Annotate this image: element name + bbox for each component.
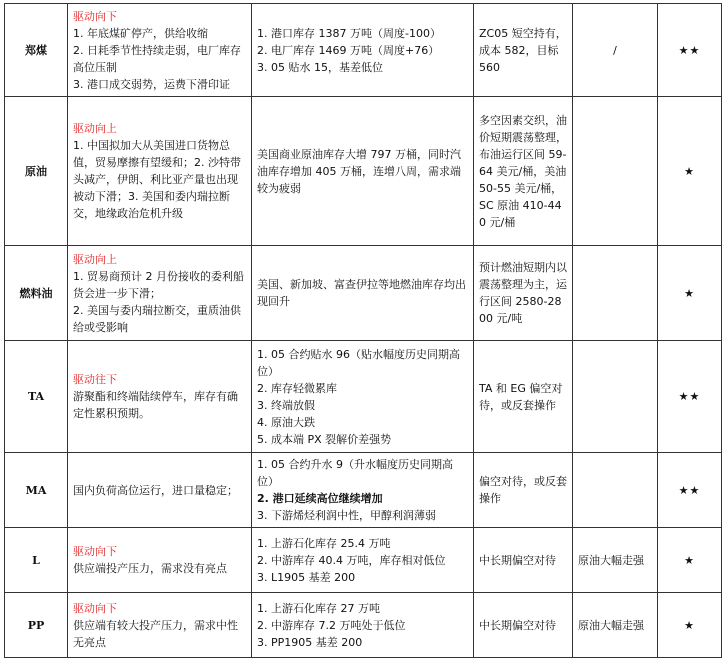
inventory-cell — [252, 97, 474, 246]
commodity-name: 原油 — [5, 97, 68, 246]
inventory-cell — [252, 246, 474, 341]
inventory-cell — [252, 528, 474, 593]
driver-direction: 驱动向下 — [73, 9, 117, 23]
driver-text: 2. 日耗季节性持续走弱，电厂库存高位压制 — [73, 43, 241, 74]
driver-direction: 驱动向下 — [73, 545, 117, 558]
strategy-cell: 预计燃油短期内以震荡整理为主，运行区间 2580-2800 元/吨 — [474, 246, 573, 341]
viewpoint-cell — [573, 246, 658, 341]
inventory-cell — [252, 453, 474, 528]
inventory-text: 美国、新加坡、富查伊拉等地燃油库存均出现回升 — [257, 278, 466, 308]
driver-cell — [68, 453, 252, 528]
driver-text: 1. 中国拟加大从美国进口货物总值，贸易摩擦有望缓和；2. 沙特带头减产，伊朗、利比亚产量也出现被动下滑；3. 美国和委内瑞拉断交，地缘政治危机升级 — [73, 139, 241, 220]
strategy-cell: TA 和 EG 偏空对待，或反套操作 — [474, 341, 573, 453]
inventory-text: 1. 上游石化库存 27 万吨 — [257, 601, 380, 615]
driver-cell — [68, 246, 252, 341]
rating-stars: ★★ — [658, 341, 722, 453]
rating-stars: ★ — [658, 593, 722, 658]
commodity-table — [4, 3, 722, 658]
inventory-text: 1. 上游石化库存 25.4 万吨 — [257, 536, 391, 550]
driver-direction: 驱动向下 — [73, 601, 117, 615]
table-row — [5, 453, 722, 528]
driver-cell — [68, 4, 252, 97]
inventory-text: 3. 终端放假 — [257, 398, 315, 412]
driver-cell — [68, 97, 252, 246]
driver-text: 3. 港口成交弱势，运费下滑印证 — [73, 77, 230, 91]
inventory-cell — [252, 4, 474, 97]
rating-stars: ★ — [658, 528, 722, 593]
driver-text: 国内负荷高位运行，进口量稳定； — [73, 483, 238, 497]
inventory-text: 1. 05 合约贴水 96（贴水幅度历史同期高位） — [257, 347, 460, 378]
table-row — [5, 528, 722, 593]
strategy-cell: 多空因素交织，油价短期震荡整理，布油运行区间 59-64 美元/桶，美油 50-55 美元/桶，SC 原油 410-440 元/桶 — [474, 97, 573, 246]
commodity-name: L — [5, 528, 68, 593]
inventory-text: 美国商业原油库存大增 797 万桶，同时汽油库存增加 405 万桶，连增八周，需求端较为疲弱 — [257, 147, 461, 195]
inventory-text: 3. 05 贴水 15，基差低位 — [257, 60, 383, 74]
driver-direction: 驱动向上 — [73, 122, 117, 135]
inventory-text: 1. 05 合约升水 9（升水幅度历史同期高位） — [257, 458, 453, 488]
strategy-cell: 中长期偏空对待 — [474, 528, 573, 593]
inventory-text: 3. PP1905 基差 200 — [257, 635, 363, 649]
inventory-text: 3. 下游烯烃利润中性，甲醇利润薄弱 — [257, 509, 436, 522]
inventory-text: 2. 库存轻微累库 — [257, 381, 337, 395]
table-row — [5, 4, 722, 97]
viewpoint-cell — [573, 453, 658, 528]
commodity-name: MA — [5, 453, 68, 528]
driver-text: 供应端投产压力，需求没有亮点 — [73, 562, 227, 575]
inventory-text: 2. 电厂库存 1469 万吨（周度+76） — [257, 43, 440, 57]
driver-direction: 驱动往下 — [73, 373, 117, 386]
commodity-name: 燃料油 — [5, 246, 68, 341]
rating-stars: ★ — [658, 246, 722, 341]
inventory-text: 1. 港口库存 1387 万吨（周度-100） — [257, 26, 441, 40]
rating-stars: ★★ — [658, 453, 722, 528]
commodity-name: 郑煤 — [5, 4, 68, 97]
rating-stars: ★ — [658, 97, 722, 246]
inventory-text: 2. 中游库存 7.2 万吨处于低位 — [257, 618, 406, 632]
inventory-text: 2. 中游库存 40.4 万吨，库存相对低位 — [257, 553, 446, 567]
inventory-text: 3. L1905 基差 200 — [257, 570, 356, 584]
inventory-text: 4. 原油大跌 — [257, 415, 315, 429]
strategy-cell: 偏空对待，或反套操作 — [474, 453, 573, 528]
table-row — [5, 246, 722, 341]
viewpoint-cell — [573, 97, 658, 246]
strategy-cell: 中长期偏空对待 — [474, 593, 573, 658]
inventory-text: 5. 成本端 PX 裂解价差强势 — [257, 432, 392, 446]
table-row — [5, 97, 722, 246]
viewpoint-cell: / — [573, 4, 658, 97]
driver-text: 游聚酯和终端陆续停车，库存有确定性累积预期。 — [73, 390, 238, 420]
viewpoint-cell: 原油大幅走强 — [573, 593, 658, 658]
commodity-name: PP — [5, 593, 68, 658]
rating-stars: ★★ — [658, 4, 722, 97]
driver-cell — [68, 593, 252, 658]
table-row — [5, 341, 722, 453]
table-row — [5, 593, 722, 658]
driver-text: 1. 年底煤矿停产，供给收缩 — [73, 26, 208, 40]
driver-cell — [68, 341, 252, 453]
inventory-text: 2. 港口延续高位继续增加 — [257, 492, 383, 505]
inventory-cell — [252, 593, 474, 658]
driver-text: 供应端有较大投产压力，需求中性无亮点 — [73, 618, 238, 649]
driver-direction: 驱动向上 — [73, 252, 117, 266]
driver-text: 2. 美国与委内瑞拉断交，重质油供给或受影响 — [73, 303, 241, 334]
commodity-name: TA — [5, 341, 68, 453]
viewpoint-cell — [573, 341, 658, 453]
inventory-cell — [252, 341, 474, 453]
viewpoint-cell: 原油大幅走强 — [573, 528, 658, 593]
strategy-cell: ZC05 短空持有，成本 582，目标 560 — [474, 4, 573, 97]
driver-text: 1. 贸易商预计 2 月份接收的委利船货会进一步下滑； — [73, 269, 244, 300]
driver-cell — [68, 528, 252, 593]
